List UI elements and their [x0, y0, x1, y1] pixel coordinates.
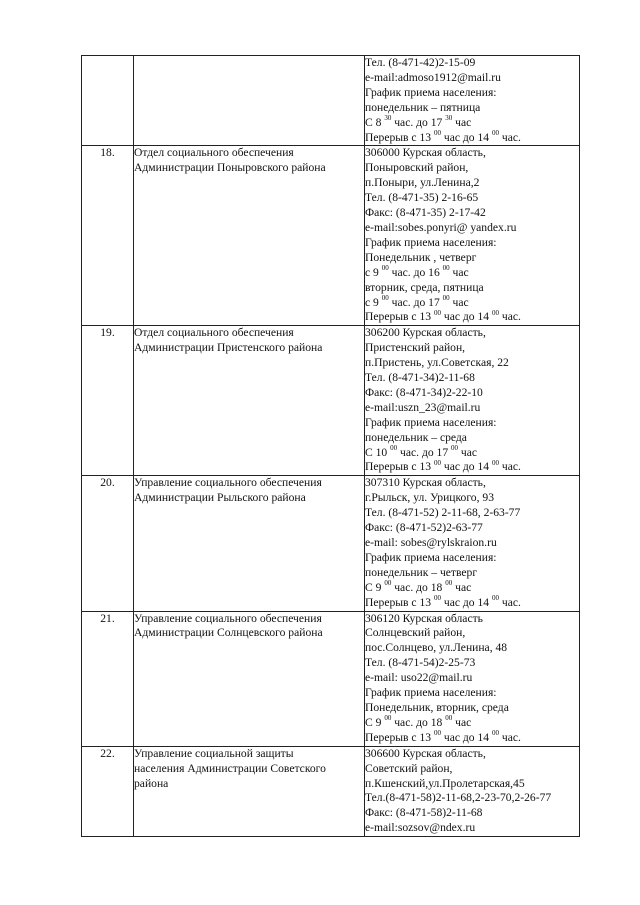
contact-info-line	[365, 641, 579, 656]
organization-name-line: Администрации Солнцевского района	[134, 626, 323, 640]
contact-info-line	[365, 293, 579, 311]
organization-name	[134, 326, 365, 476]
text-segment: понедельник – пятница	[365, 100, 481, 114]
text-segment: час до 14	[440, 595, 492, 609]
contact-info	[365, 476, 580, 611]
text-segment: час. до 18	[391, 580, 446, 594]
text-segment: 306600 Курская область,	[365, 746, 486, 760]
organization-name-line: Администрации Пристенского района	[134, 341, 323, 355]
contact-info-line	[365, 626, 579, 641]
contact-info-line	[365, 443, 579, 461]
time-minutes: 00	[433, 593, 441, 602]
contact-info	[365, 56, 580, 146]
text-segment: п.Кшенский,ул.Пролетарская,45	[365, 776, 525, 790]
text-segment: Факс: (8-471-58)2-11-68	[365, 806, 483, 820]
text-segment: понедельник – среда	[365, 430, 467, 444]
time-minutes: 00	[491, 308, 499, 317]
contact-info-line	[365, 176, 579, 191]
contact-info-line	[365, 476, 579, 491]
contact-info-line	[365, 431, 579, 446]
organization-name	[134, 56, 365, 146]
text-segment: час.	[498, 460, 521, 474]
contact-info-line	[365, 71, 579, 86]
contact-info	[365, 611, 580, 746]
text-segment: Тел. (8-471-42)2-15-09	[365, 56, 476, 69]
text-segment: 307310 Курская область,	[365, 476, 486, 490]
offices-table	[81, 55, 580, 837]
text-segment: Пристенский район,	[365, 341, 466, 355]
contact-info	[365, 326, 580, 476]
text-segment: п.Пристень, ул.Советская, 22	[365, 356, 509, 370]
row-number: 20.	[82, 476, 134, 611]
time-minutes: 00	[384, 578, 392, 587]
text-segment: пос.Солнцево, ул.Ленина, 48	[365, 641, 508, 655]
table-row	[82, 746, 580, 836]
contact-info-line	[365, 551, 579, 566]
organization-name	[134, 146, 365, 326]
text-segment: Перерыв с 13	[365, 730, 434, 744]
time-minutes: 30	[384, 113, 392, 122]
time-minutes: 00	[491, 458, 499, 467]
text-segment: Перерыв с 13	[365, 130, 434, 144]
text-segment: График приема населения:	[365, 686, 497, 700]
time-minutes: 00	[433, 308, 441, 317]
time-minutes: 00	[451, 443, 459, 452]
time-minutes: 00	[442, 293, 450, 302]
organization-name-line: населения Администрации Советского	[134, 761, 326, 775]
contact-info-line	[365, 612, 579, 627]
text-segment: час	[452, 115, 472, 129]
text-segment: Перерыв с 13	[365, 310, 434, 324]
text-segment: вторник, среда, пятница	[365, 280, 484, 294]
text-segment: час. до 17	[391, 115, 446, 129]
text-segment: Понедельник, вторник, среда	[365, 700, 509, 714]
contact-info-line	[365, 113, 579, 131]
contact-info-line	[365, 671, 579, 686]
contact-info-line	[365, 578, 579, 596]
row-number: 19.	[82, 326, 134, 476]
contact-info-line	[365, 326, 579, 341]
time-minutes: 00	[433, 458, 441, 467]
organization-name	[134, 476, 365, 611]
text-segment: час.	[498, 730, 521, 744]
text-segment: час	[449, 295, 469, 309]
text-segment: с 9	[365, 295, 382, 309]
organization-name-line: Администрации Поныровского района	[134, 161, 326, 175]
text-segment: час.	[498, 595, 521, 609]
time-minutes: 00	[433, 128, 441, 137]
time-minutes: 00	[381, 263, 389, 272]
text-segment: Поныровский район,	[365, 161, 469, 175]
row-number: 21.	[82, 611, 134, 746]
text-segment: e-mail:sobes.ponyri@ yandex.ru	[365, 220, 517, 234]
text-segment: час. до 18	[391, 715, 446, 729]
contact-info-line	[365, 206, 579, 221]
contact-info-line	[365, 191, 579, 206]
time-minutes: 00	[433, 728, 441, 737]
text-segment: e-mail:uszn_23@mail.ru	[365, 400, 481, 414]
text-segment: Перерыв с 13	[365, 460, 434, 474]
row-number: 22.	[82, 746, 134, 836]
organization-name-line: Управление социального обеспечения	[134, 611, 322, 625]
text-segment: Перерыв с 13	[365, 595, 434, 609]
contact-info-line	[365, 128, 579, 146]
organization-name-line: Отдел социального обеспечения	[134, 146, 294, 160]
time-minutes: 00	[390, 443, 398, 452]
text-segment: час	[452, 715, 472, 729]
text-segment: 306200 Курская область,	[365, 326, 486, 340]
contact-info-line	[365, 791, 579, 806]
text-segment: час до 14	[440, 310, 492, 324]
text-segment: Тел. (8-471-52) 2-11-68, 2-63-77	[365, 506, 521, 520]
text-segment: e-mail:admoso1912@mail.ru	[365, 70, 501, 84]
contact-info-line	[365, 86, 579, 101]
row-number	[82, 56, 134, 146]
table-row	[82, 611, 580, 746]
contact-info-line	[365, 401, 579, 416]
offices-table-body	[82, 56, 580, 837]
text-segment: час. до 17	[397, 445, 452, 459]
text-segment: Тел. (8-471-34)2-11-68	[365, 371, 475, 385]
organization-name-line: района	[134, 776, 169, 790]
time-minutes: 00	[384, 714, 392, 723]
contact-info-line	[365, 521, 579, 536]
organization-name-line: Управление социальной защиты	[134, 746, 294, 760]
text-segment: час	[452, 580, 472, 594]
organization-name	[134, 611, 365, 746]
text-segment: час до 14	[440, 130, 492, 144]
table-row	[82, 476, 580, 611]
contact-info-line	[365, 371, 579, 386]
text-segment: час.	[498, 310, 521, 324]
contact-info-line	[365, 593, 579, 611]
time-minutes: 00	[445, 714, 453, 723]
text-segment: г.Рыльск, ул. Урицкого, 93	[365, 491, 494, 505]
organization-name	[134, 746, 365, 836]
text-segment: С 9	[365, 580, 385, 594]
contact-info-line	[365, 281, 579, 296]
contact-info-line	[365, 762, 579, 777]
text-segment: Солнцевский район,	[365, 626, 466, 640]
text-segment: час до 14	[440, 460, 492, 474]
text-segment: Тел.(8-471-58)2-11-68,2-23-70,2-26-77	[365, 791, 552, 805]
contact-info-line	[365, 263, 579, 281]
contact-info-line	[365, 806, 579, 821]
time-minutes: 00	[491, 728, 499, 737]
text-segment: час.	[498, 130, 521, 144]
text-segment: С 10	[365, 445, 391, 459]
time-minutes: 00	[381, 293, 389, 302]
contact-info-line	[365, 460, 579, 475]
time-minutes: 00	[445, 578, 453, 587]
text-segment: Факс: (8-471-34)2-22-10	[365, 385, 483, 399]
time-minutes: 00	[491, 128, 499, 137]
time-minutes: 00	[442, 263, 450, 272]
contact-info-line	[365, 536, 579, 551]
text-segment: С 9	[365, 715, 385, 729]
contact-info-line	[365, 747, 579, 762]
text-segment: час	[458, 445, 478, 459]
time-minutes: 00	[491, 593, 499, 602]
contact-info-line	[365, 777, 579, 792]
text-segment: час	[449, 265, 469, 279]
contact-info-line	[365, 101, 579, 116]
text-segment: График приема населения:	[365, 85, 497, 99]
text-segment: График приема населения:	[365, 550, 497, 564]
contact-info-line	[365, 161, 579, 176]
text-segment: 306120 Курская область	[365, 611, 483, 625]
organization-name-line: Администрации Рыльского района	[134, 491, 306, 505]
contact-info-line	[365, 236, 579, 251]
text-segment: п.Поныри, ул.Ленина,2	[365, 176, 480, 190]
contact-info-line	[365, 146, 579, 161]
contact-info-line	[365, 701, 579, 716]
contact-info-line	[365, 251, 579, 266]
text-segment: Факс: (8-471-52)2-63-77	[365, 521, 483, 535]
contact-info-line	[365, 491, 579, 506]
text-segment: Тел. (8-471-54)2-25-73	[365, 656, 476, 670]
text-segment: Факс: (8-471-35) 2-17-42	[365, 206, 486, 220]
text-segment: e-mail: uso22@mail.ru	[365, 671, 473, 685]
contact-info-line	[365, 686, 579, 701]
text-segment: График приема населения:	[365, 415, 497, 429]
text-segment: час. до 17	[388, 295, 443, 309]
organization-name-line: Управление социального обеспечения	[134, 476, 322, 490]
table-row	[82, 146, 580, 326]
contact-info-line	[365, 716, 579, 731]
table-row	[82, 56, 580, 146]
row-number: 18.	[82, 146, 134, 326]
text-segment: Тел. (8-471-35) 2-16-65	[365, 191, 479, 205]
text-segment: e-mail:sozsov@ndex.ru	[365, 821, 476, 835]
contact-info-line	[365, 656, 579, 671]
text-segment: С 8	[365, 115, 385, 129]
contact-info	[365, 146, 580, 326]
contact-info-line	[365, 310, 579, 325]
text-segment: с 9	[365, 265, 382, 279]
contact-info-line	[365, 56, 579, 71]
contact-info-line	[365, 566, 579, 581]
contact-info-line	[365, 221, 579, 236]
contact-info-line	[365, 821, 579, 836]
contact-info-line	[365, 506, 579, 521]
text-segment: 306000 Курская область,	[365, 146, 486, 160]
text-segment: час. до 16	[388, 265, 443, 279]
contact-info-line	[365, 386, 579, 401]
text-segment: Советский район,	[365, 761, 453, 775]
text-segment: Понедельник , четверг	[365, 250, 477, 264]
organization-name-line: Отдел социального обеспечения	[134, 326, 294, 340]
contact-info-line	[365, 341, 579, 356]
contact-info-line	[365, 416, 579, 431]
table-row	[82, 326, 580, 476]
time-minutes: 30	[445, 113, 453, 122]
text-segment: час до 14	[440, 730, 492, 744]
contact-info-line	[365, 356, 579, 371]
text-segment: понедельник – четверг	[365, 565, 478, 579]
text-segment: График приема населения:	[365, 235, 497, 249]
contact-info	[365, 746, 580, 836]
text-segment: e-mail: sobes@rylskraion.ru	[365, 536, 497, 549]
contact-info-line	[365, 728, 579, 746]
